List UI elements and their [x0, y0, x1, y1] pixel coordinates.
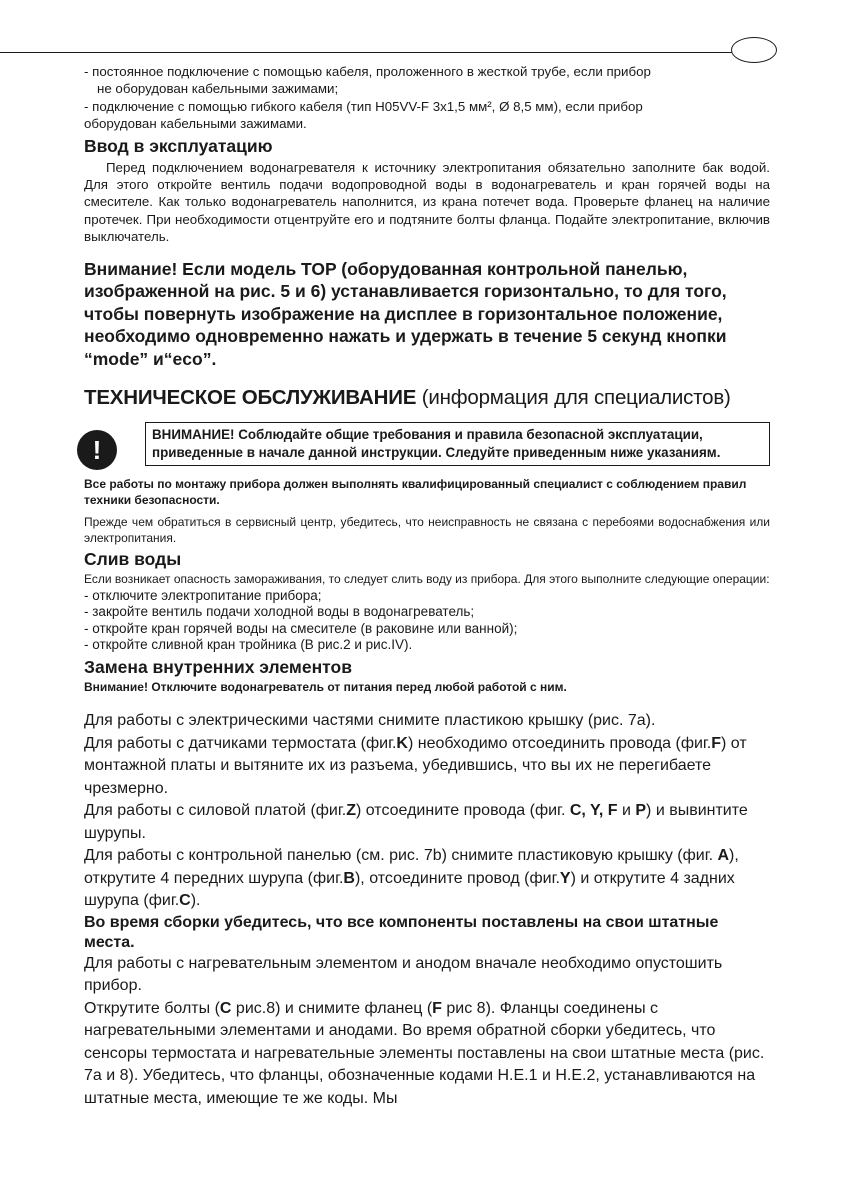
qualified-specialist-note: Все работы по монтажу прибора должен выполнять квалифицированный специалист с соблюдением правил техники безопасности. — [84, 477, 747, 507]
exclamation-icon: ! — [77, 430, 117, 470]
replace-para-heating-element: Для работы с нагревательным элементом и анодом вначале необходимо опустошить прибор. — [84, 954, 723, 995]
drain-step: - отключите электропитание прибора; — [84, 587, 322, 603]
drain-heading: Слив воды — [84, 549, 182, 570]
intro-line-2b: оборудован кабельными зажимами. — [84, 116, 307, 132]
header-rule — [0, 52, 770, 53]
assembly-warning: Во время сборки убедитесь, что все компоненты поставлены на свои штатные места. — [84, 913, 719, 951]
drain-intro: Если возникает опасность замораживания, то следует слить воду из прибора. Для этого выполните следующие операции: — [84, 572, 770, 587]
drain-step: - откройте кран горячей воды на смесителе (в раковине или ванной); — [84, 620, 518, 636]
commissioning-heading: Ввод в эксплуатацию — [84, 135, 273, 156]
intro-line-2: - подключение с помощью гибкого кабеля (тип H05VV-F 3x1,5 мм², Ø 8,5 мм), если прибор — [84, 98, 643, 114]
replace-para-power-board: Для работы с силовой платой (фиг.Z) отсоедините провода (фиг. C, Y, F и P) и вывинтите шурупы. — [84, 802, 748, 842]
replace-para-flange: Открутите болты (C рис.8) и снимите фланец (F рис 8). Фланцы соединены с нагревательными элементами и анодами. Во время обратной сборки убедитесь, что сенсоры термостата и нагревательные элементы поставлены на свои штатные места (рис. 7a и 8). Убедитесь, что фланцы, обозначенные кодами H.E.1 и H.E.2, устанавливаются на штатные места, имеющие те же коды. Мы — [84, 999, 765, 1107]
replace-heading: Замена внутренних элементов — [84, 656, 352, 677]
page-number-oval — [731, 37, 777, 63]
power-off-warning: Внимание! Отключите водонагреватель от питания перед любой работой с ним. — [84, 679, 567, 694]
intro-line-1b: не оборудован кабельными зажимами; — [97, 81, 339, 97]
safety-warning-box: ВНИМАНИЕ! Соблюдайте общие требования и правила безопасной эксплуатации, приведенные в начале данной инструкции. Следуйте приведенным ниже указаниям. — [145, 422, 770, 466]
maintenance-heading-rest: (информация для специалистов) — [416, 386, 731, 410]
commissioning-text: Перед подключением водонагревателя к источнику электропитания обязательно заполните бак водой. Для этого откройте вентиль подачи водопроводной воды в водонагреватель и кран горячей воды на смесителе. Как только водонагреватель наполнится, из крана потечет вода. Проверьте фланец на наличие протечек. При необходимости отцентруйте его и подтяните болты фланца. Подайте электропитание, включив выключатель. — [84, 159, 770, 245]
maintenance-heading — [84, 386, 770, 410]
intro-line-1: - постоянное подключение с помощью кабеля, проложенного в жесткой трубе, если прибор — [84, 64, 651, 79]
drain-step: - закройте вентиль подачи холодной воды в водонагреватель; — [84, 604, 475, 620]
replace-para-electrical: Для работы с электрическими частями снимите пластикою крышку (рис. 7a). — [84, 712, 656, 730]
replace-para-control-panel: Для работы с контрольной панелью (см. рис. 7b) снимите пластиковую крышку (фиг. A), открутите 4 передних шурупа (фиг.B), отсоедините провод (фиг.Y) и открутите 4 задних шурупа (фиг.C). — [84, 847, 739, 910]
top-model-warning: Внимание! Если модель TOP (оборудованная контрольной панелью, изображенной на рис. 5 и 6) устанавливается горизонтально, то для того, чтобы повернуть изображение на дисплее в горизонтальное положение, необходимо одновременно нажать и удержать в течение 5 секунд кнопки “mode” и“eco”. — [84, 258, 727, 369]
drain-step: - откройте сливной кран тройника (В рис.2 и рис.IV). — [84, 637, 413, 653]
service-center-note: Прежде чем обратиться в сервисный центр, убедитесь, что неисправность не связана с перебоями водоснабжения или электропитания. — [84, 515, 770, 545]
safety-warning — [84, 422, 770, 470]
page-content — [84, 63, 770, 1110]
maintenance-heading-bold: ТЕХНИЧЕСКОЕ ОБСЛУЖИВАНИЕ — [84, 386, 417, 410]
replace-para-thermostat: Для работы с датчиками термостата (фиг.K) необходимо отсоединить провода (фиг.F) от монтажной платы и вытяните их из разъема, убедившись, что вы их не перегибаете чрезмерно. — [84, 734, 747, 797]
